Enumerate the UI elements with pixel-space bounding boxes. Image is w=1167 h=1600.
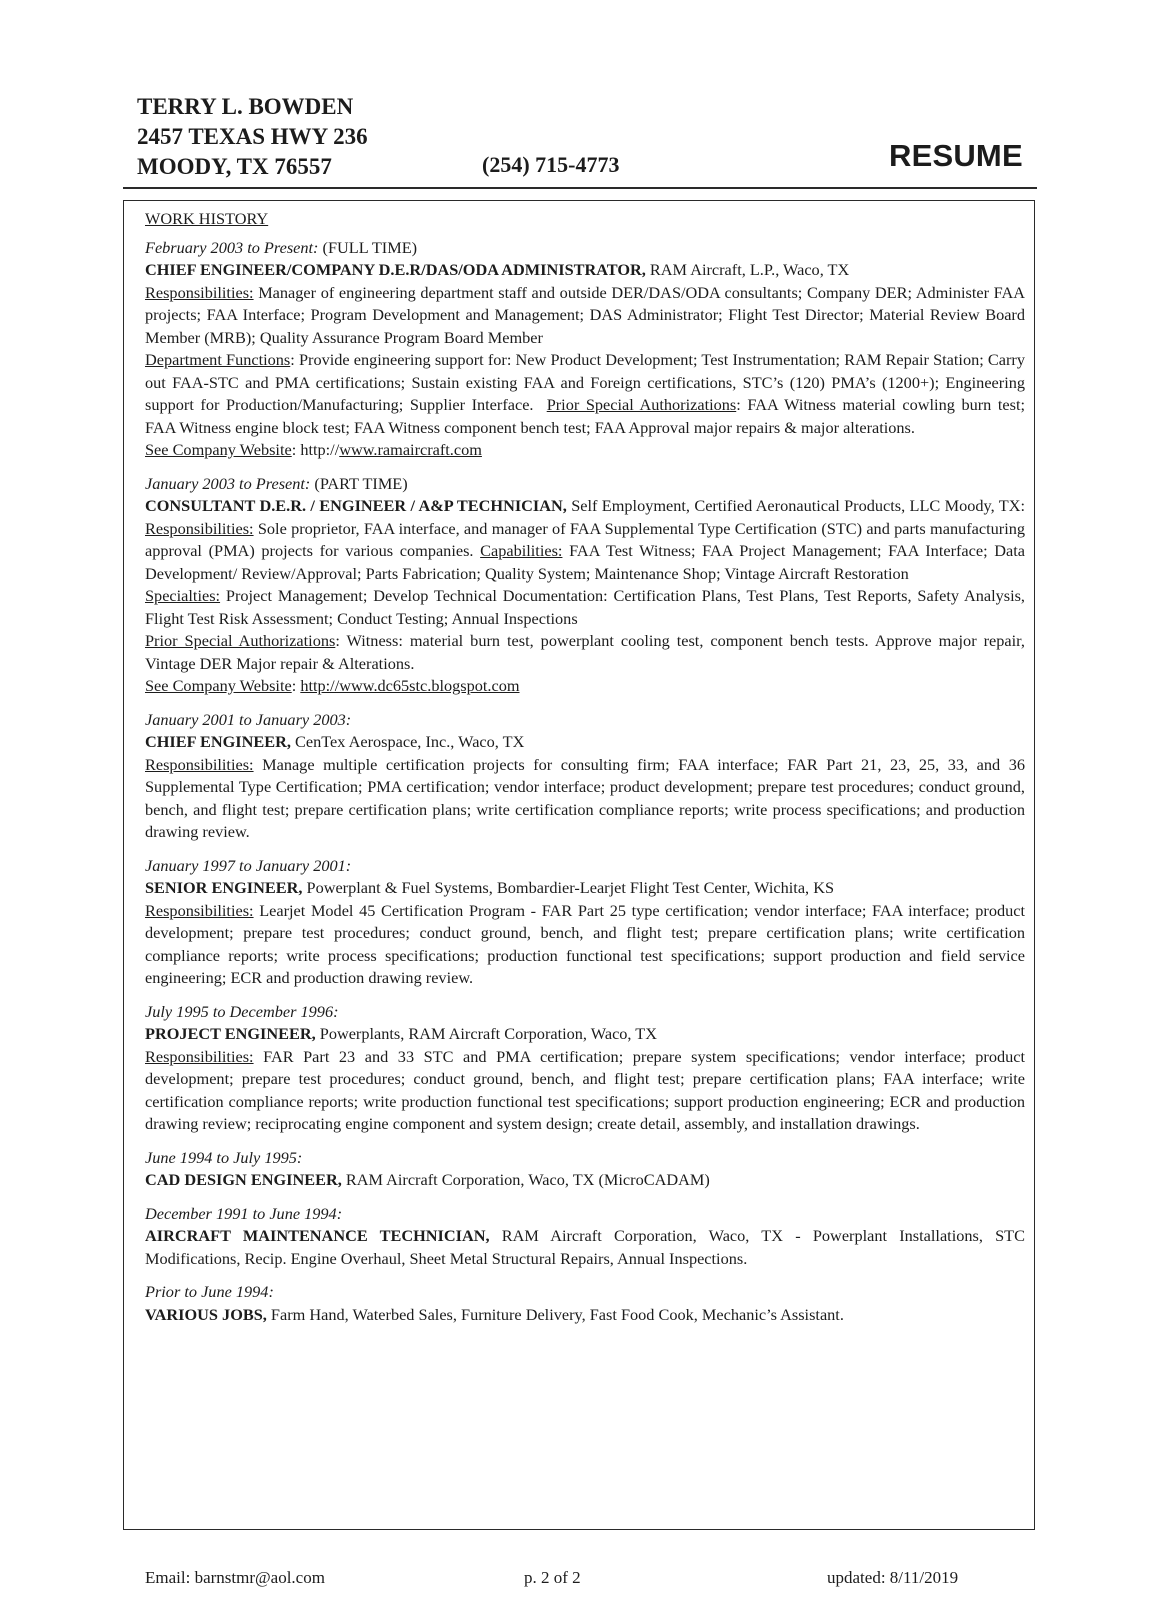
job-date: Prior to June 1994:	[145, 1282, 274, 1301]
department-functions-label: Department Functions	[145, 350, 291, 369]
job-entry-7	[145, 1281, 1025, 1326]
responsibilities-label: Responsibilities:	[145, 518, 254, 538]
job-title: CAD DESIGN ENGINEER,	[145, 1170, 342, 1189]
job-entry-4	[145, 1001, 1025, 1136]
job-date: January 2003 to Present:	[145, 473, 311, 493]
responsibilities-label: Responsibilities:	[145, 1046, 254, 1066]
resume-label: RESUME	[889, 138, 1023, 173]
website-prefix: :	[291, 676, 301, 695]
job-title: CONSULTANT D.E.R. / ENGINEER / A&P TECHNICIAN,	[145, 496, 567, 515]
prior-authorizations-label: Prior Special Authorizations	[546, 395, 737, 414]
page-number: p. 2 of 2	[524, 1568, 581, 1587]
job-org: RAM Aircraft, L.P., Waco, TX	[645, 260, 850, 279]
job-entry-5	[145, 1147, 1025, 1192]
company-website-link[interactable]: http://www.dc65stc.blogspot.com	[300, 676, 520, 695]
responsibilities-label: Responsibilities:	[145, 900, 254, 920]
job-title: PROJECT ENGINEER,	[145, 1024, 316, 1043]
email-link[interactable]: barnstmr@aol.com	[194, 1568, 325, 1587]
website-label: See Company Website	[145, 440, 292, 459]
responsibilities-label: Responsibilities:	[145, 282, 254, 302]
specialties-label: Specialties:	[145, 586, 221, 605]
job-org: Farm Hand, Waterbed Sales, Furniture Delivery, Fast Food Cook, Mechanic’s Assistant.	[266, 1304, 844, 1324]
job-entry-2	[145, 709, 1025, 844]
applicant-name: TERRY L. BOWDEN	[137, 94, 354, 119]
responsibilities-text: Manage multiple certification projects for consulting firm; FAA interface; FAR Part 21, 23, 25, 33, and 36 Supplemental Type Certification; PMA certification; vendor interface; product development; prepare test procedures; conduct ground, bench, and flight test; prepare certification plans; write certification compliance reports; write process specifications; and production drawing review.	[145, 754, 1025, 841]
responsibilities-text: FAR Part 23 and 33 STC and PMA certification; prepare system specifications; vendor interface; product development; prepare test procedures; conduct ground, bench, and flight test; prepare certification plans; FAA interface; write certification compliance reports; write production functional test specifications; support production engineering; ECR and production drawing review; reciprocating engine component and system design; create detail, assembly, and installation drawings.	[145, 1046, 1025, 1133]
job-date: January 2001 to January 2003:	[145, 709, 352, 729]
job-org: RAM Aircraft Corporation, Waco, TX - Powerplant Installations, STC Modifications, Recip. Engine Overhaul, Sheet Metal Structural Repairs, Annual Inspections.	[145, 1226, 1025, 1268]
prior-authorizations-text: : Witness: material burn test, powerplant cooling test, component bench tests. Approve major repair, Vintage DER Major repair & Alterations.	[145, 631, 1025, 673]
company-website-link[interactable]: www.ramaircraft.com	[339, 440, 482, 459]
job-org: Self Employment, Certified Aeronautical Products, LLC Moody, TX:	[566, 496, 1025, 515]
responsibilities-text: Manager of engineering department staff and outside DER/DAS/ODA consultants; Company DER; Administer FAA projects; FAA Interface; Program Development and Management; DAS Administrator; Flight Test Director; Material Review Board Member (MRB); Quality Assurance Program Board Member	[145, 282, 1025, 347]
job-title: CHIEF ENGINEER,	[145, 732, 291, 751]
job-entry-6	[145, 1203, 1025, 1271]
job-type: (FULL TIME)	[318, 237, 418, 257]
job-date: February 2003 to Present:	[145, 237, 319, 257]
responsibilities-text: Learjet Model 45 Certification Program - FAR Part 25 type certification; vendor interface; FAA interface; product development; prepare test procedures; conduct ground, bench, and flight test; prepare certification plans; write certification compliance reports; write process specifications; production functional test specifications; support production and field service engineering; ECR and production drawing review.	[145, 900, 1025, 987]
job-entry-0	[145, 237, 1025, 462]
prior-authorizations-label: Prior Special Authorizations	[145, 631, 336, 650]
website-label: See Company Website	[145, 676, 292, 695]
job-date: January 1997 to January 2001:	[145, 855, 352, 875]
prior-authorizations-text: : FAA Witness material cowling burn test; FAA Witness engine block test; FAA Witness component bench test; FAA Approval major repairs & major alterations.	[145, 395, 1026, 437]
job-entry-1	[145, 473, 1025, 698]
footer-email	[145, 1568, 325, 1588]
job-date: June 1994 to July 1995:	[145, 1147, 303, 1167]
job-title: VARIOUS JOBS,	[145, 1304, 267, 1324]
job-title: CHIEF ENGINEER/COMPANY D.E.R/DAS/ODA ADMINISTRATOR,	[145, 260, 646, 279]
address-line-1: 2457 TEXAS HWY 236	[137, 124, 368, 149]
responsibilities-text: Sole proprietor, FAA interface, and manager of FAA Supplemental Type Certification (STC) and parts manufacturing approval (PMA) projects for various companies.	[145, 518, 1025, 560]
job-org: CenTex Aerospace, Inc., Waco, TX	[290, 732, 525, 751]
phone-number: (254) 715-4773	[482, 152, 620, 177]
contact-block	[137, 92, 368, 182]
job-date: December 1991 to June 1994:	[145, 1203, 343, 1223]
responsibilities-label: Responsibilities:	[145, 754, 254, 774]
capabilities-text: FAA Test Witness; FAA Project Management; FAA Interface; Data Development/ Review/Approval; Parts Fabrication; Quality System; Maintenance Shop; Vintage Aircraft Restoration	[145, 541, 1026, 583]
job-title: AIRCRAFT MAINTENANCE TECHNICIAN,	[145, 1226, 490, 1245]
section-title: WORK HISTORY	[145, 209, 269, 228]
job-date: July 1995 to December 1996:	[145, 1001, 339, 1021]
work-history-content	[145, 208, 1025, 1337]
job-entry-3	[145, 855, 1025, 990]
job-org: RAM Aircraft Corporation, Waco, TX (MicroCADAM)	[341, 1170, 710, 1189]
capabilities-label: Capabilities:	[480, 541, 563, 560]
specialties-text: Project Management; Develop Technical Documentation: Certification Plans, Test Plans, Test Reports, Safety Analysis, Flight Test Risk Assessment; Conduct Testing; Annual Inspections	[145, 586, 1025, 628]
job-org: Powerplants, RAM Aircraft Corporation, Waco, TX	[315, 1024, 657, 1043]
job-type: (PART TIME)	[310, 473, 408, 493]
email-label: Email:	[145, 1568, 195, 1587]
address-line-2: MOODY, TX 76557	[137, 154, 332, 179]
updated-date: updated: 8/11/2019	[827, 1568, 959, 1587]
website-prefix: : http://	[291, 440, 340, 459]
department-functions-text: : Provide engineering support for: New Product Development; Test Instrumentation; RAM Repair Station; Carry out FAA-STC and PMA certifications; Sustain existing FAA and Foreign certifications, STC’s (120) PMA’s (1200+); Engineering support for Production/Manufacturing; Supplier Interface.	[145, 350, 1025, 414]
job-title: SENIOR ENGINEER,	[145, 878, 303, 897]
job-org: Powerplant & Fuel Systems, Bombardier-Learjet Flight Test Center, Wichita, KS	[302, 878, 835, 897]
header-rule	[123, 187, 1037, 189]
